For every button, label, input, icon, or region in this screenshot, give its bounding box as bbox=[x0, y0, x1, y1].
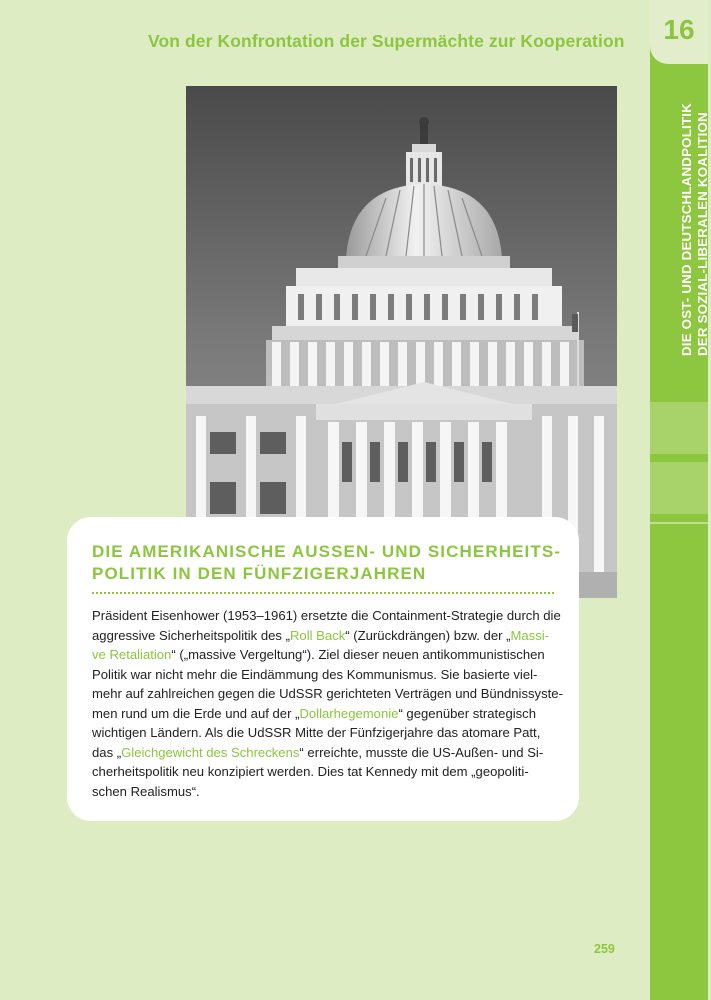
body-line: men rund um die Erde und auf der „Dollarhegemonie“ gegenüber strategisch bbox=[92, 705, 537, 721]
body-line: aggressive Sicherheitspolitik des „Roll Back“ (Zurückdrängen) bzw. der „Massi- bbox=[92, 627, 550, 643]
glossary-term-massive-retaliation-cont: ve Retaliation bbox=[92, 647, 172, 662]
body-line: Präsident Eisenhower (1953–1961) ersetzte die Containment-Strategie durch die bbox=[92, 608, 561, 623]
sidebar-stripe bbox=[650, 522, 708, 524]
chapter-sidebar bbox=[650, 0, 708, 1000]
sidebar-stripe bbox=[650, 462, 708, 514]
body-text bbox=[92, 606, 562, 801]
section-heading bbox=[92, 541, 562, 585]
chapter-title-line-2: DER SOZIAL-LIBERALEN KOALITION bbox=[695, 112, 710, 356]
dotted-divider bbox=[92, 592, 554, 594]
glossary-term-dollarhegemonie: Dollarhegemonie bbox=[299, 705, 399, 721]
glossary-term-gleichgewicht: Gleichgewicht des Schreckens bbox=[121, 744, 300, 760]
info-card bbox=[67, 517, 579, 821]
glossary-term-roll-back: Roll Back bbox=[289, 627, 346, 643]
chapter-number: 16 bbox=[663, 14, 695, 45]
section-heading-line-1: DIE AMERIKANISCHE AUSSEN- UND SICHERHEITS- bbox=[92, 542, 562, 561]
body-line: ve Retaliation“ („massive Vergeltung“). Ziel dieser neuen antikommunistischen bbox=[92, 647, 545, 662]
body-line: das „Gleichgewicht des Schreckens“ erreichte, musste die US-Außen- und Si- bbox=[92, 744, 544, 760]
body-line: cherheitspolitik neu konzipiert werden. Dies tat Kennedy mit dem „geopoliti- bbox=[92, 764, 529, 779]
body-line: mehr auf zahlreichen gegen die UdSSR gerichteten Verträgen und Bündnissyste- bbox=[92, 686, 563, 701]
section-heading-line-2: POLITIK IN DEN FÜNFZIGERJAHREN bbox=[92, 564, 427, 583]
body-line: wichtigen Ländern. Als die UdSSR Mitte der Fünfzigerjahre das atomare Patt, bbox=[92, 725, 541, 740]
page-number: 259 bbox=[594, 942, 615, 956]
glossary-term-massive-retaliation: Massi- bbox=[510, 627, 550, 643]
chapter-title-vertical bbox=[650, 105, 708, 380]
sidebar-stripe bbox=[650, 402, 708, 454]
body-line: Politik war nicht mehr die Eindämmung des Kommunismus. Sie basierte viel- bbox=[92, 666, 538, 682]
running-header: Von der Konfrontation der Supermächte zur Kooperation bbox=[148, 31, 625, 51]
body-line: schen Realismus“. bbox=[92, 783, 200, 799]
chapter-tab bbox=[650, 0, 708, 64]
chapter-title-line-1: DIE OST- UND DEUTSCHLANDPOLITIK bbox=[679, 103, 694, 356]
